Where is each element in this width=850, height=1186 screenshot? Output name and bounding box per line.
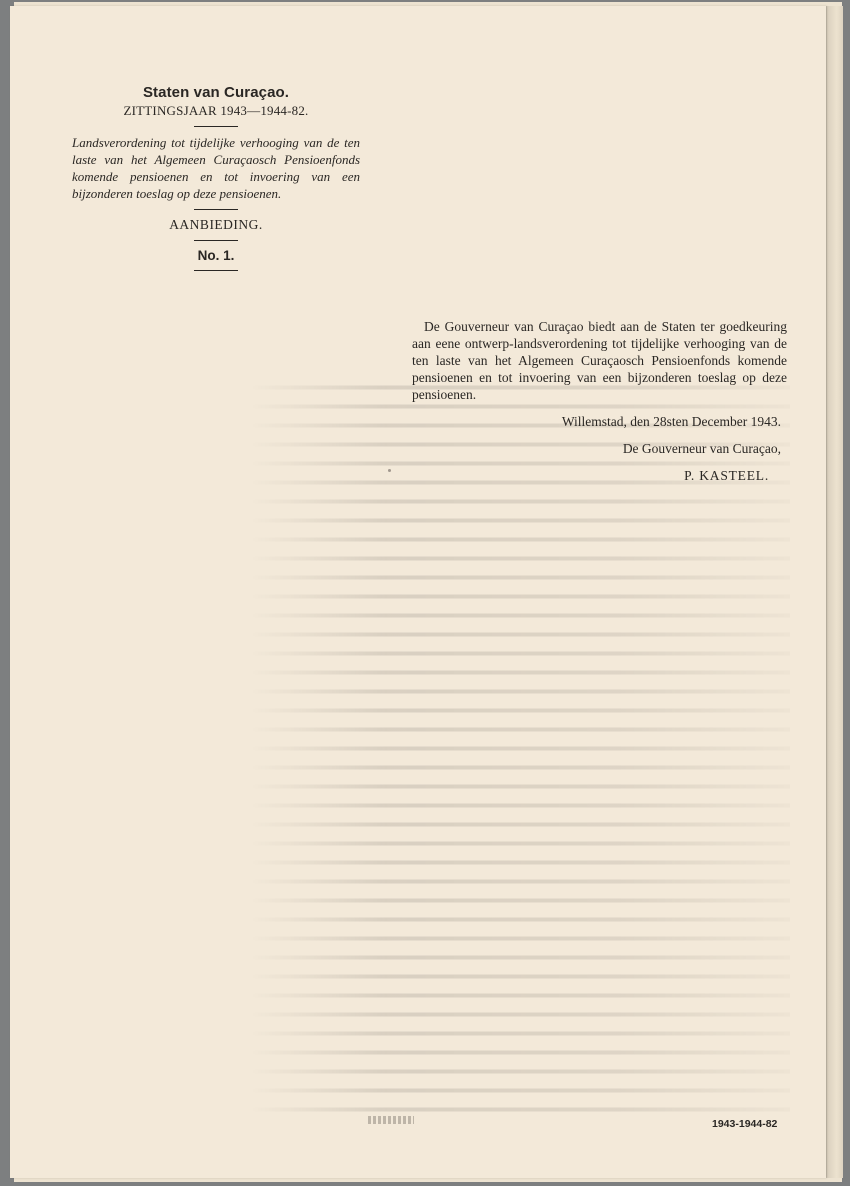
governor-title: De Gouverneur van Curaçao, xyxy=(622,441,781,456)
ink-mark xyxy=(388,469,391,472)
document-subject: Landsverordening tot tijdelijke verhooging van de ten laste van het Algemeen Curaçaosch Pensioenfonds komende pensioenen en tot invoering van een bijzonderen toeslag op deze pensioenen. xyxy=(72,135,360,201)
place-date: Willemstad, den 28sten December 1943. xyxy=(561,414,781,429)
footer-document-code: 1943-1944-82 xyxy=(712,1118,778,1130)
document-page xyxy=(10,6,826,1178)
faint-stamp-mark xyxy=(368,1116,414,1124)
document-title: Staten van Curaçao. xyxy=(142,84,290,101)
stacked-page-edge xyxy=(826,6,843,1178)
divider xyxy=(194,240,238,241)
session-year: ZITTINGSJAAR 1943—1944-82. xyxy=(123,103,309,118)
document-number: No. 1. xyxy=(197,248,235,263)
offering-label: AANBIEDING. xyxy=(169,217,263,232)
signature: P. KASTEEL. xyxy=(684,468,769,483)
letter-body: De Gouverneur van Curaçao biedt aan de Staten ter goedkeuring aan eene ontwerp-landsverordening tot tijdelijke verhooging van de ten laste van het Algemeen Curaçaosch Pensioenfonds komende pensioenen en tot invoering van een bijzonderen toeslag op deze pensioenen. xyxy=(412,319,787,402)
show-through-text xyxy=(250,376,790,1126)
divider xyxy=(194,126,238,127)
document-header xyxy=(66,84,366,278)
cover-letter xyxy=(412,318,787,484)
divider xyxy=(194,270,238,271)
divider xyxy=(194,209,238,210)
